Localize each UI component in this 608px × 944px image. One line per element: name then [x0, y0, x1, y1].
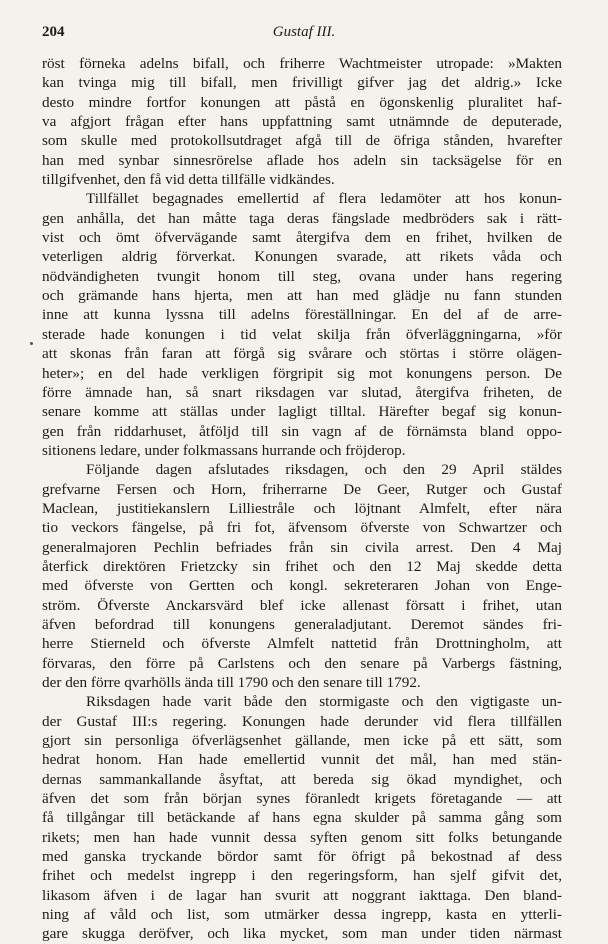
- text-line: med ganska tryckande bördor samt för öfrigt på bekostnad af dess: [42, 848, 562, 866]
- text-line: återfick direktören Frietzcky sin frihet och den 12 Maj skedde detta: [42, 557, 562, 575]
- text-line: va afgjort frågan efter hans uppfattning samt utnämnde de deputerade,: [42, 113, 562, 131]
- text-line: Maclean, justitiekanslern Lilliestråle och löjtnant Almfelt, efter nära: [42, 499, 562, 517]
- paragraph-start-line: Riksdagen hade varit både den stormigaste och den vigtigaste un-: [86, 693, 562, 711]
- paragraph-start-line: Tillfället begagnades emellertid af flera ledamöter att hos konun-: [86, 190, 562, 208]
- text-line: hedrat honom. Han hade emellertid vunnit det mål, han med stän-: [42, 751, 562, 769]
- text-line: han med synbar sinnesrörelse aflade hos adeln sin tacksägelse för en: [42, 151, 562, 169]
- text-line: röst förneka adelns bifall, och friherre Wachtmeister utropade: »Makten: [42, 55, 562, 72]
- text-line: förre ämnade han, så snart riksdagen var slutad, återgifva friheten, de: [42, 383, 562, 401]
- text-line: likasom äfven i de lagar han svurit att noggrant iakttaga. Den bland-: [42, 886, 562, 904]
- text-line: äfven det som från början synes föranledt krigets företagande — att: [42, 790, 562, 808]
- text-line: heter»; en del hade verkligen förgripit sig mot konungens person. De: [42, 364, 562, 382]
- text-line: gjort sin personliga öfverlägsenhet gällande, men icke på ett sätt, som: [42, 732, 562, 750]
- text-line: och grämande hans hjerta, men att han med glädje nu fann stunden: [42, 287, 562, 305]
- text-line: gare skugga deröfver, och lika mycket, som man under tiden närmast: [42, 925, 562, 943]
- text-line: inne att kunna lyssna till adelns föreställningar. En del af de arre-: [42, 306, 562, 324]
- text-line: veterligen aldrig förverkat. Konungen svarade, att rikets våda och: [42, 248, 562, 266]
- text-line: tio veckors fängelse, på fri fot, äfvensom öfverste von Schwartzer och: [42, 519, 562, 537]
- text-line: herre Stierneld och öfverste Almfelt nattetid från Drottningholm, att: [42, 635, 562, 653]
- text-line: vist och ömt öfvervägande samt återgifva dem en frihet, hvilken de: [42, 229, 562, 247]
- text-line: förvaras, den förre på Carlstens och den senare på Varbergs fästning,: [42, 654, 562, 672]
- text-line: senare komme att ställas under lagligt tilltal. Härefter begaf sig konun-: [42, 403, 562, 421]
- text-line: desto mindre fortfor konungen att påstå en ögonskenlig pluralitet haf-: [42, 93, 562, 111]
- text-line: få tillgångar till betäckande af hans egna skulder på samma gång som: [42, 809, 562, 827]
- text-line: dernas sammankallande åsyftat, att bereda sig ökad myndighet, och: [42, 770, 562, 788]
- text-line: gen anhålla, det han måtte taga deras fängslade medbröders sak i rätt-: [42, 209, 562, 227]
- print-speck: [30, 342, 33, 345]
- page-number: 204: [42, 24, 65, 40]
- text-line: med öfverste von Gertten och kongl. sekreteraren Johan von Enge-: [42, 577, 562, 595]
- text-line: kan tvinga mig till bifall, men frivilligt gifver jag det aldrig.» Icke: [42, 74, 562, 92]
- text-line: som skulle med protokollsutdraget afgå till de öfriga stånden, hvarefter: [42, 132, 562, 150]
- text-line: att skonas från faran att förgå sig svårare och störtas i större olägen-: [42, 345, 562, 363]
- text-line: grefvarne Fersen och Horn, friherrarne De Geer, Rutger och Gustaf: [42, 480, 562, 498]
- page-header: [42, 24, 566, 44]
- text-line: generalmajoren Pechlin befriades från sin civila arrest. Den 4 Maj: [42, 538, 562, 556]
- text-line: gen från riddarhuset, åtföljd till sin vagn af de förnämsta bland oppo-: [42, 422, 562, 440]
- text-line: rikets; men han hade vunnit dessa syften genom sitt folks betungande: [42, 828, 562, 846]
- body-text: [42, 54, 562, 944]
- text-line: nödvändigheten tvungit honom till steg, ovana under hans regering: [42, 267, 562, 285]
- text-line: frihet och medelst ingrepp i den regeringsform, han sjelf gifvit det,: [42, 867, 562, 885]
- text-line: ning af våld och list, som utmärker dessa ingrepp, kasta en ytterli-: [42, 906, 562, 924]
- text-line: tillgifvenhet, den få vid detta tillfälle vidkändes.: [42, 171, 335, 189]
- text-line: sterade hade konungen i tid velat skilja från öfverläggningarna, »för: [42, 325, 562, 343]
- text-line: sitionens ledare, under folkmassans hurrande och fröjderop.: [42, 441, 406, 459]
- text-line: der den förre qvarhölls ända till 1790 och den senare till 1792.: [42, 674, 421, 691]
- running-title: Gustaf III.: [272, 24, 336, 40]
- paragraph-start-line: Följande dagen afslutades riksdagen, och den 29 April stäldes: [86, 461, 562, 479]
- text-line: der Gustaf III:s regering. Konungen hade derunder vid flera tillfällen: [42, 712, 562, 730]
- text-line: äfven befordrad till konungens generaladjutant. Deremot sändes fri-: [42, 615, 562, 633]
- text-line: ström. Öfverste Anckarsvärd blef icke allenast försatt i frihet, utan: [42, 596, 562, 614]
